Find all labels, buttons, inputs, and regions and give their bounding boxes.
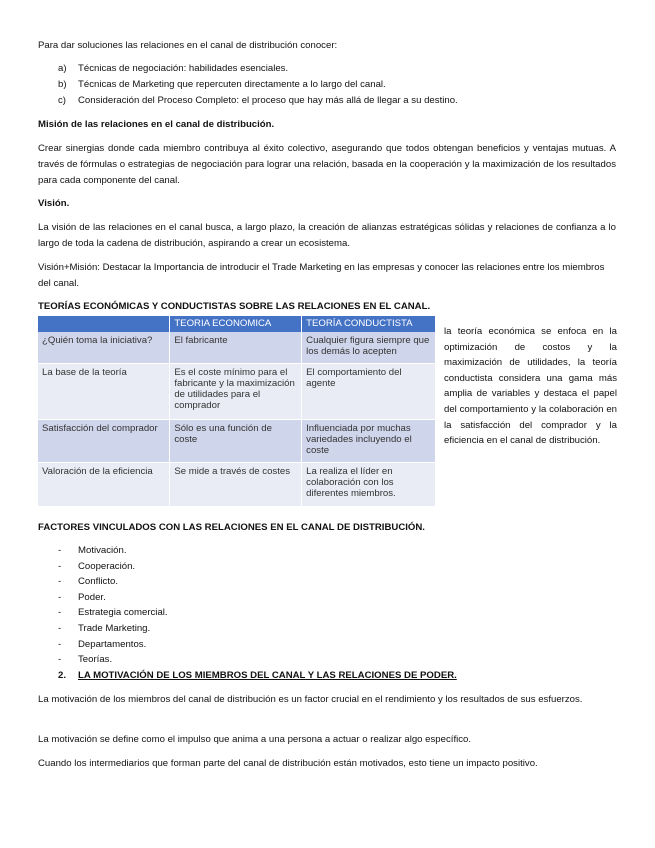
list-item-text: Conflicto. xyxy=(78,576,118,588)
table-row xyxy=(38,332,436,364)
list-item xyxy=(38,605,168,621)
table-cell: Cualquier figura siempre que los demás lo acepten xyxy=(302,332,436,364)
list-item-text: Departamentos. xyxy=(78,638,147,650)
list-item-text: Teorías. xyxy=(78,654,113,666)
list-item xyxy=(38,621,168,637)
factors-heading: FACTORES VINCULADOS CON LAS RELACIONES EN EL CANAL DE DISTRIBUCIÓN. xyxy=(38,522,425,533)
table-header-cell: TEORIA ECONOMICA xyxy=(170,316,302,332)
table-cell: Influenciada por muchas variedades incluyendo el coste xyxy=(302,420,436,463)
table-cell: La realiza el líder en colaboración con los diferentes miembros. xyxy=(302,463,436,507)
table-cell: Es el coste mínimo para el fabricante y la maximización de utilidades para el comprador xyxy=(170,364,302,420)
list-marker: c) xyxy=(58,95,66,106)
list-marker: a) xyxy=(58,63,67,74)
list-item xyxy=(38,559,168,575)
table-row xyxy=(38,364,436,420)
motivation-paragraph-3: Cuando los intermediarios que forman parte del canal de distribución están motivados, esto tiene un impacto positivo. xyxy=(38,758,538,769)
vision-mission-paragraph: Visión+Misión: Destacar la Importancia de introducir el Trade Marketing en las empresas y conocer las relaciones entre los miembros del canal. xyxy=(38,262,605,289)
table-cell: El fabricante xyxy=(170,332,302,364)
list-item-text: Cooperación. xyxy=(78,560,136,572)
list-item xyxy=(38,637,168,653)
motivation-paragraph-2: La motivación se define como el impulso que anima a una persona a actuar o realizar algo específico. xyxy=(38,734,472,745)
table-header-cell: TEORÍA CONDUCTISTA xyxy=(302,316,436,332)
factors-list xyxy=(38,543,168,668)
list-marker: - xyxy=(58,576,62,588)
list-marker: - xyxy=(58,560,62,572)
table-row xyxy=(38,463,436,507)
section-title: LA MOTIVACIÓN DE LOS MIEMBROS DEL CANAL Y LAS RELACIONES DE PODER. xyxy=(78,670,457,681)
vision-heading: Visión. xyxy=(38,198,70,209)
list-item xyxy=(38,61,616,77)
mission-heading: Misión de las relaciones en el canal de distribución. xyxy=(38,119,275,130)
list-marker: - xyxy=(58,545,62,556)
list-marker: - xyxy=(58,638,62,650)
theories-table xyxy=(38,316,436,507)
list-item xyxy=(38,93,616,109)
list-marker: b) xyxy=(58,79,67,90)
list-item xyxy=(38,543,168,559)
table-header-cell xyxy=(38,316,170,332)
table-cell: La base de la teoría xyxy=(38,364,170,420)
vision-paragraph: La visión de las relaciones en el canal busca, a largo plazo, la creación de alianzas estratégicas sólidas y relaciones de confianza a lo largo de toda la cadena de distribución, aspirando a crear un ecosistema. xyxy=(38,222,616,249)
theories-summary: la teoría económica se enfoca en la optimización de costos y la maximización de utilidades, la teoría conductista considera una gama más amplia de variables y destaca el papel del comportamiento y la colaboración en la satisfacción del comprador y la eficiencia en el canal de distribución. xyxy=(444,326,617,447)
intro-list xyxy=(38,61,616,109)
list-marker: - xyxy=(58,654,62,666)
list-item-text: Trade Marketing. xyxy=(78,622,151,634)
table-cell: Se mide a través de costes xyxy=(170,463,302,507)
table-cell: Valoración de la eficiencia xyxy=(38,463,170,507)
motivation-paragraph-1: La motivación de los miembros del canal de distribución es un factor crucial en el rendimiento y los resultados de sus esfuerzos. xyxy=(38,694,583,705)
theories-heading: TEORÍAS ECONÓMICAS Y CONDUCTISTAS SOBRE LAS RELACIONES EN EL CANAL. xyxy=(38,301,431,312)
table-row xyxy=(38,420,436,463)
list-item-text: Motivación. xyxy=(78,545,127,556)
list-item xyxy=(38,590,168,606)
section-number: 2. xyxy=(58,670,67,681)
list-item-text: Técnicas de negociación: habilidades esenciales. xyxy=(78,63,289,74)
list-item-text: Técnicas de Marketing que repercuten directamente a lo largo del canal. xyxy=(78,79,386,90)
list-marker: - xyxy=(58,622,62,634)
table-cell: Sólo es una función de coste xyxy=(170,420,302,463)
table-cell: ¿Quién toma la iniciativa? xyxy=(38,332,170,364)
table-cell: El comportamiento del agente xyxy=(302,364,436,420)
list-item xyxy=(38,77,616,93)
list-item-text: Estrategia comercial. xyxy=(78,607,168,619)
intro-paragraph: Para dar soluciones las relaciones en el canal de distribución conocer: xyxy=(38,40,338,51)
table-header-row xyxy=(38,316,436,332)
list-item xyxy=(38,652,168,668)
motivation-heading xyxy=(38,668,457,684)
table-cell: Satisfacción del comprador xyxy=(38,420,170,463)
list-item-text: Poder. xyxy=(78,591,106,603)
list-marker: - xyxy=(58,591,62,603)
mission-paragraph: Crear sinergias donde cada miembro contribuya al éxito colectivo, asegurando que todos obtengan beneficios y ventajas mutuas. A través de fórmulas o estrategias de negociación para lograr una relación, basada en la cooperación y la maximización de los resultados para cada componente del canal. xyxy=(38,143,616,186)
list-item xyxy=(38,574,168,590)
list-marker: - xyxy=(58,607,62,619)
list-item-text: Consideración del Proceso Completo: el proceso que hay más allá de llegar a su destino. xyxy=(78,95,458,106)
